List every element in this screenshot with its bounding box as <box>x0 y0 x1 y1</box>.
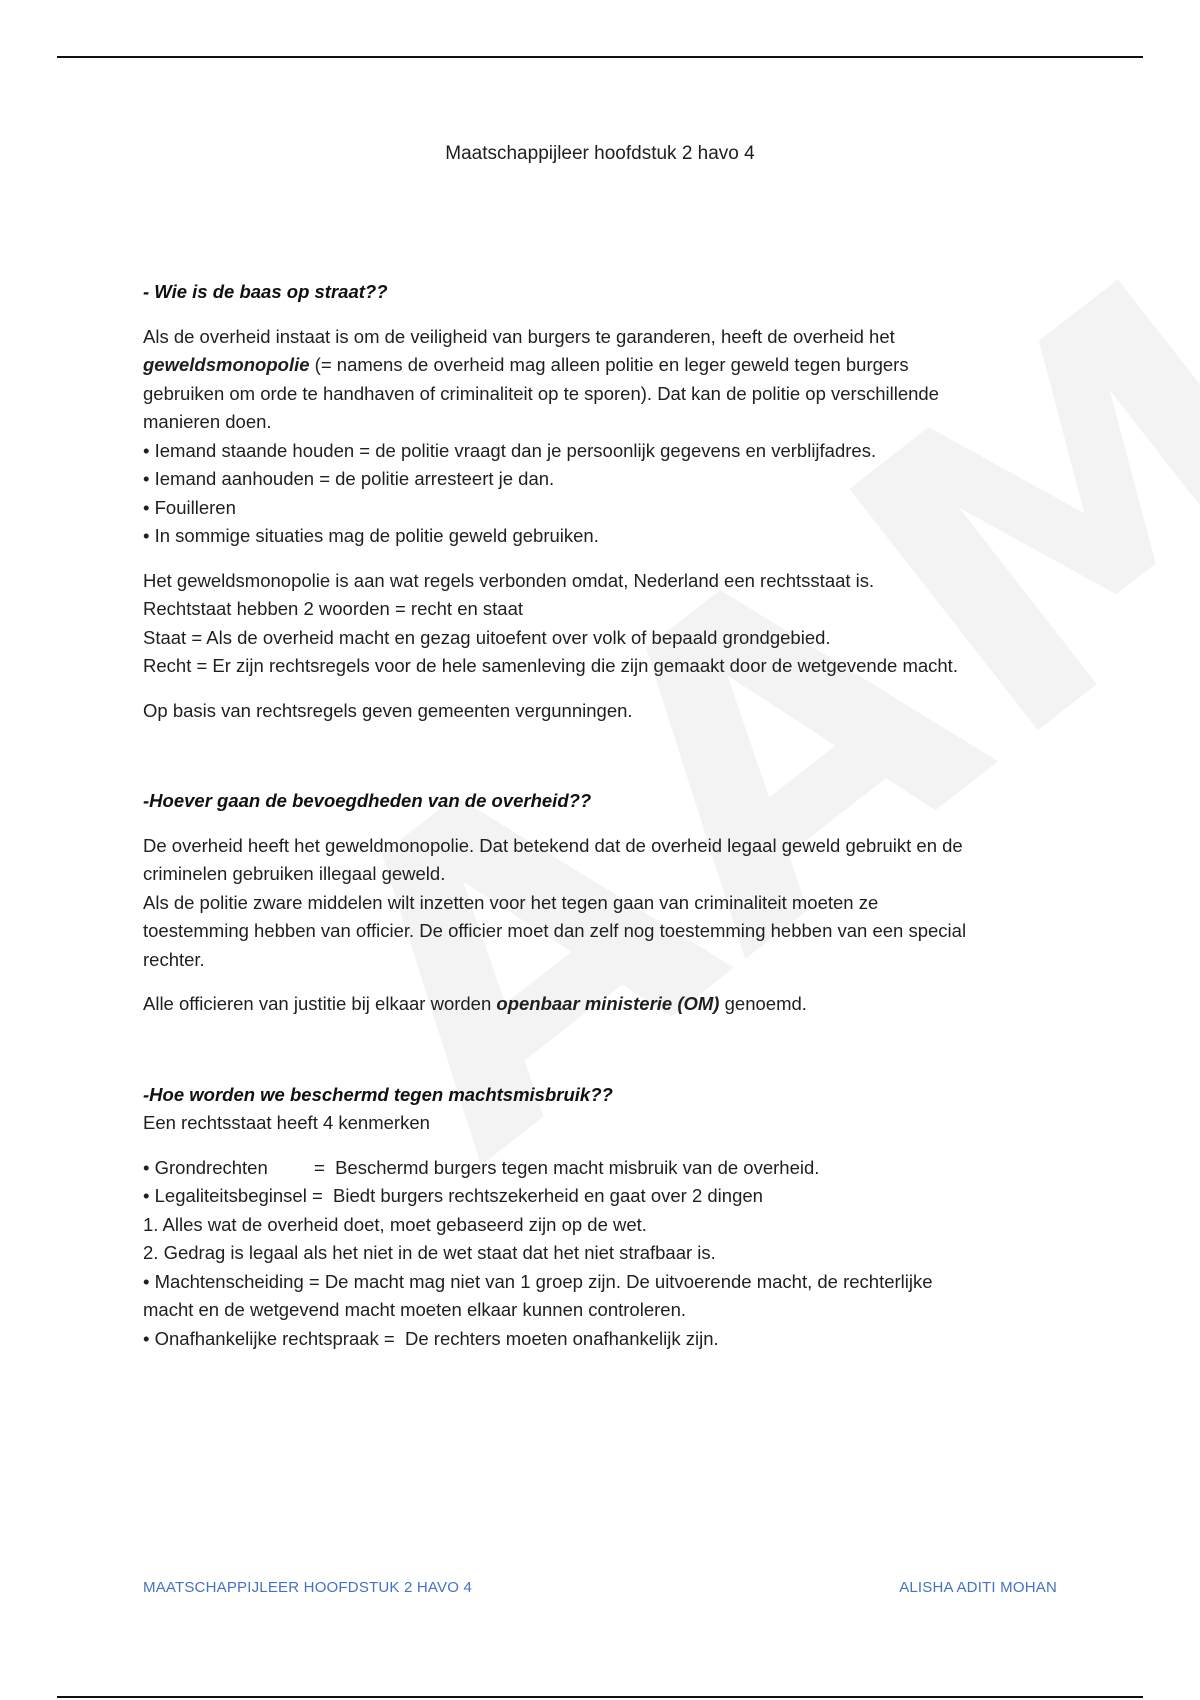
list-item: • Grondrechten = Beschermd burgers tegen macht misbruik van de overheid. <box>143 1156 820 1178</box>
paragraph-openbaar-ministerie: Alle officieren van justitie bij elkaar worden openbaar ministerie (OM) genoemd. <box>143 993 807 1014</box>
section-heading-bevoegdheden: -Hoever gaan de bevoegdheden van de overheid?? <box>143 790 592 811</box>
term-openbaar-ministerie: openbaar ministerie (OM) <box>496 993 720 1014</box>
term-geweldsmonopolie: geweldsmonopolie <box>143 354 310 375</box>
paragraph-rechtsstaat: Het geweldsmonopolie is aan wat regels verbonden omdat, Nederland een rechtsstaat is. Rechtstaat hebben 2 woorden = recht en staat Staat = Als de overheid macht en gezag uitoefent over volk of bepaald grondgebied. Recht = Er zijn rechtsregels voor de hele samenleving die zijn gemaakt door de wetgevende macht. <box>143 569 958 676</box>
paragraph-geweldmonopolie: De overheid heeft het geweldmonopolie. Dat betekend dat de overheid legaal geweld gebruikt en de criminelen gebruiken illegaal geweld. Als de politie zware middelen wilt inzetten voor het tegen gaan van criminaliteit moeten ze toestemming hebben van officier. De officier moet dan zelf nog toestemming hebben van een special rechter. <box>143 834 967 970</box>
footer-author: ALISHA ADITI MOHAN <box>899 1579 1057 1596</box>
footer-document-name: MAATSCHAPPIJLEER HOOFDSTUK 2 HAVO 4 <box>143 1579 473 1596</box>
list-item: • Iemand aanhouden = de politie arresteert je dan. <box>143 468 555 489</box>
list-item: • Legaliteitsbeginsel = Biedt burgers rechtszekerheid en gaat over 2 dingen <box>143 1185 763 1206</box>
list-item: • Machtenscheiding = De macht mag niet van 1 groep zijn. De uitvoerende macht, de rechterlijke <box>143 1270 933 1292</box>
paragraph-geweldsmonopolie: Als de overheid instaat is om de veiligheid van burgers te garanderen, heeft de overheid het geweldsmonopolie (= namens de overheid mag alleen politie en leger geweld tegen burgers gebruiken om orde te handhaven of criminaliteit op te sporen). Dat kan de politie op verschillende manieren doen. <box>143 325 939 432</box>
document-title: Maatschappijleer hoofdstuk 2 havo 4 <box>445 143 755 164</box>
paragraph-vergunningen: Op basis van rechtsregels geven gemeenten vergunningen. <box>143 699 633 721</box>
section-heading-wie-is-de-baas: - Wie is de baas op straat?? <box>143 281 388 302</box>
list-item: 1. Alles wat de overheid doet, moet gebaseerd zijn op de wet. <box>143 1213 647 1235</box>
list-item: • In sommige situaties mag de politie geweld gebruiken. <box>143 525 599 546</box>
list-item: • Iemand staande houden = de politie vraagt dan je persoonlijk gegevens en verblijfadres. <box>143 439 877 461</box>
list-item: macht en de wetgevend macht moeten elkaar kunnen controleren. <box>143 1299 686 1320</box>
paragraph-kenmerken-intro: Een rechtsstaat heeft 4 kenmerken <box>143 1112 430 1133</box>
list-item: 2. Gedrag is legaal als het niet in de wet staat dat het niet strafbaar is. <box>143 1242 716 1263</box>
document-body <box>143 278 1063 1353</box>
footer-rule <box>57 1696 1143 1698</box>
section-heading-machtsmisbruik: -Hoe worden we beschermd tegen machtsmisbruik?? <box>143 1083 613 1105</box>
header-rule <box>57 56 1143 58</box>
list-item: • Fouilleren <box>143 496 236 518</box>
list-item: • Onafhankelijke rechtspraak = De rechters moeten onafhankelijk zijn. <box>143 1327 719 1349</box>
